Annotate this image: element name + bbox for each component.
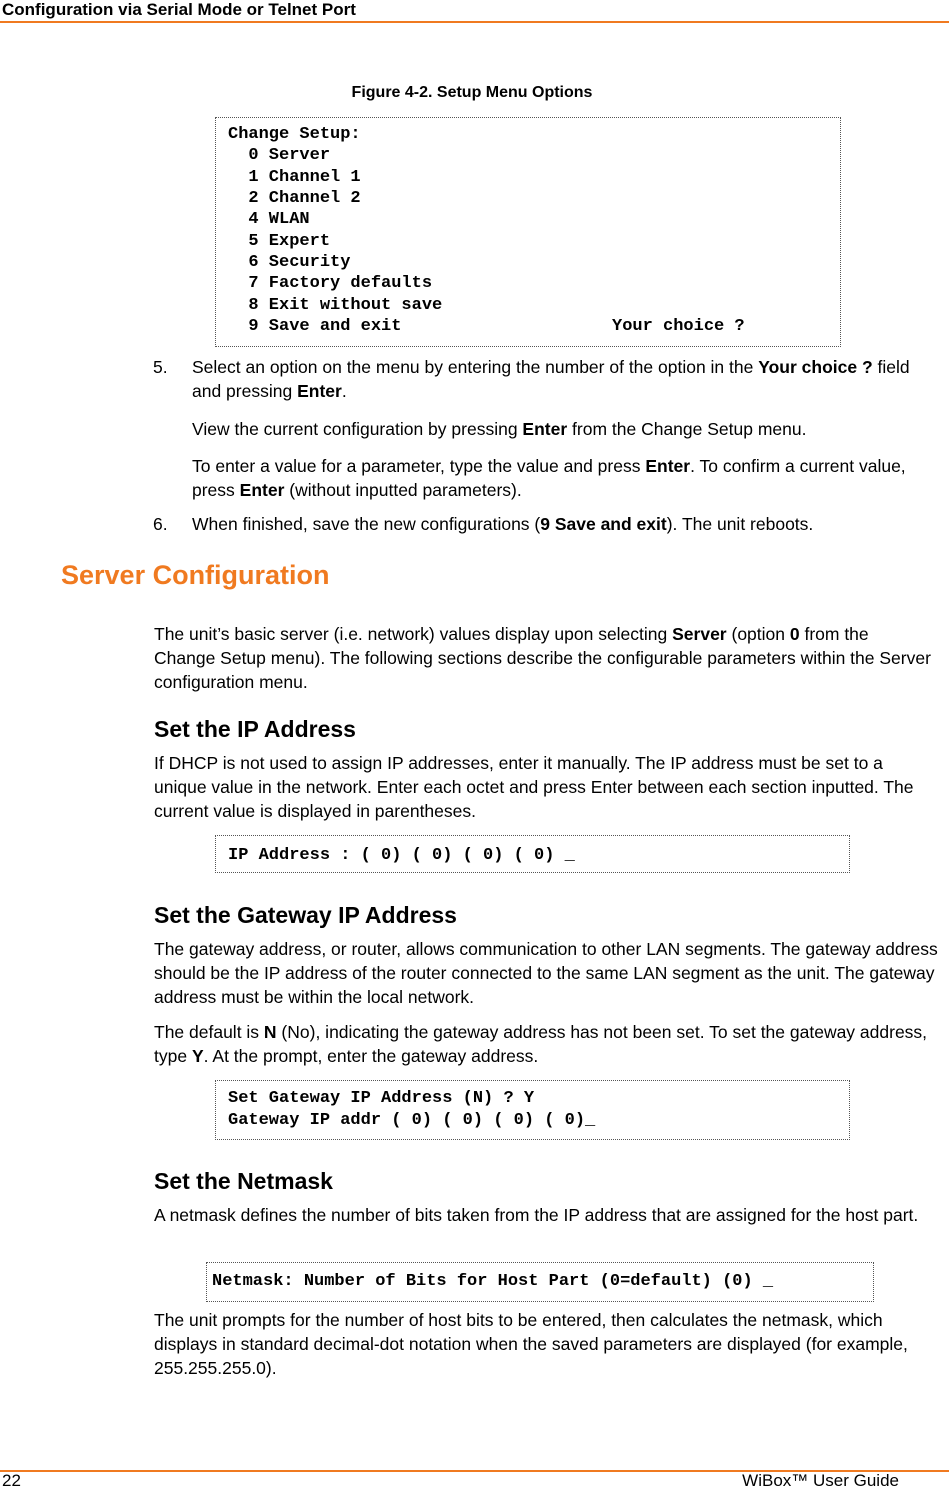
menu-item: 6 Security [228,253,351,272]
ip-address-code: IP Address : ( 0) ( 0) ( 0) ( 0) _ [228,846,575,865]
menu-item: 7 Factory defaults [228,274,433,293]
gateway-text-1: The gateway address, or router, allows communication to other LAN segments. The gateway address should be the IP address of the router connected to the same LAN segment as the unit. The gateway address must be within the local network. [154,939,938,1007]
ip-address-heading: Set the IP Address [154,716,356,742]
step-5-enter-text: To enter a value for a parameter, type the value and press Enter. To confirm a current value, press Enter (without inputted parameters). [192,456,906,500]
gateway-text-2: The default is N (No), indicating the gateway address has not been set. To set the gateway address, type Y. At the prompt, enter the gateway address. [154,1022,928,1066]
menu-item: 1 Channel 1 [228,168,361,187]
page-header-title: Configuration via Serial Mode or Telnet Port [2,0,356,19]
step-6-text: When finished, save the new configurations (9 Save and exit). The unit reboots. [192,514,814,534]
server-config-intro: The unit’s basic server (i.e. network) values display upon selecting Server (option 0 from the Change Setup menu). The following sections describe the configurable parameters within the Server configuration menu. [154,624,931,692]
page-number: 22 [2,1471,21,1490]
step-5-text: Select an option on the menu by entering the number of the option in the Your choice ? field and pressing Enter. [192,357,910,401]
step-5-number: 5. [153,357,168,377]
ip-address-code-box [215,835,850,873]
gateway-code-line-1: Set Gateway IP Address (N) ? Y [228,1089,535,1108]
menu-prompt: Your choice ? [612,317,745,336]
setup-menu-box [215,117,841,347]
menu-item: 2 Channel 2 [228,189,361,208]
gateway-code-box [215,1080,850,1140]
header-rule [0,21,949,23]
footer-guide-title: WiBox™ User Guide [742,1471,899,1490]
netmask-code-box [206,1262,874,1302]
menu-item: 4 WLAN [228,210,310,229]
menu-item: 0 Server [228,146,331,165]
server-configuration-heading: Server Configuration [61,560,330,590]
netmask-text-1: A netmask defines the number of bits taken from the IP address that are assigned for the host part. [154,1205,919,1225]
gateway-code-line-2: Gateway IP addr ( 0) ( 0) ( 0) ( 0)_ [228,1111,596,1130]
figure-caption: Figure 4-2. Setup Menu Options [351,84,593,101]
menu-item: 5 Expert [228,232,331,251]
step-6-number: 6. [153,514,168,534]
step-5-view-text: View the current configuration by pressing Enter from the Change Setup menu. [192,419,807,439]
gateway-heading: Set the Gateway IP Address [154,902,457,928]
netmask-code: Netmask: Number of Bits for Host Part (0=default) (0) _ [212,1272,774,1291]
menu-item: 9 Save and exit [228,317,402,336]
netmask-heading: Set the Netmask [154,1168,333,1194]
ip-address-text: If DHCP is not used to assign IP addresses, enter it manually. The IP address must be set to a unique value in the network. Enter each octet and press Enter between each section inputted. The current value is displayed in parentheses. [154,753,914,821]
menu-title: Change Setup: [228,125,361,144]
menu-item: 8 Exit without save [228,296,443,315]
netmask-text-2: The unit prompts for the number of host bits to be entered, then calculates the netmask, which displays in standard decimal-dot notation when the saved parameters are displayed (for example, 255.255.255.0). [154,1310,908,1378]
